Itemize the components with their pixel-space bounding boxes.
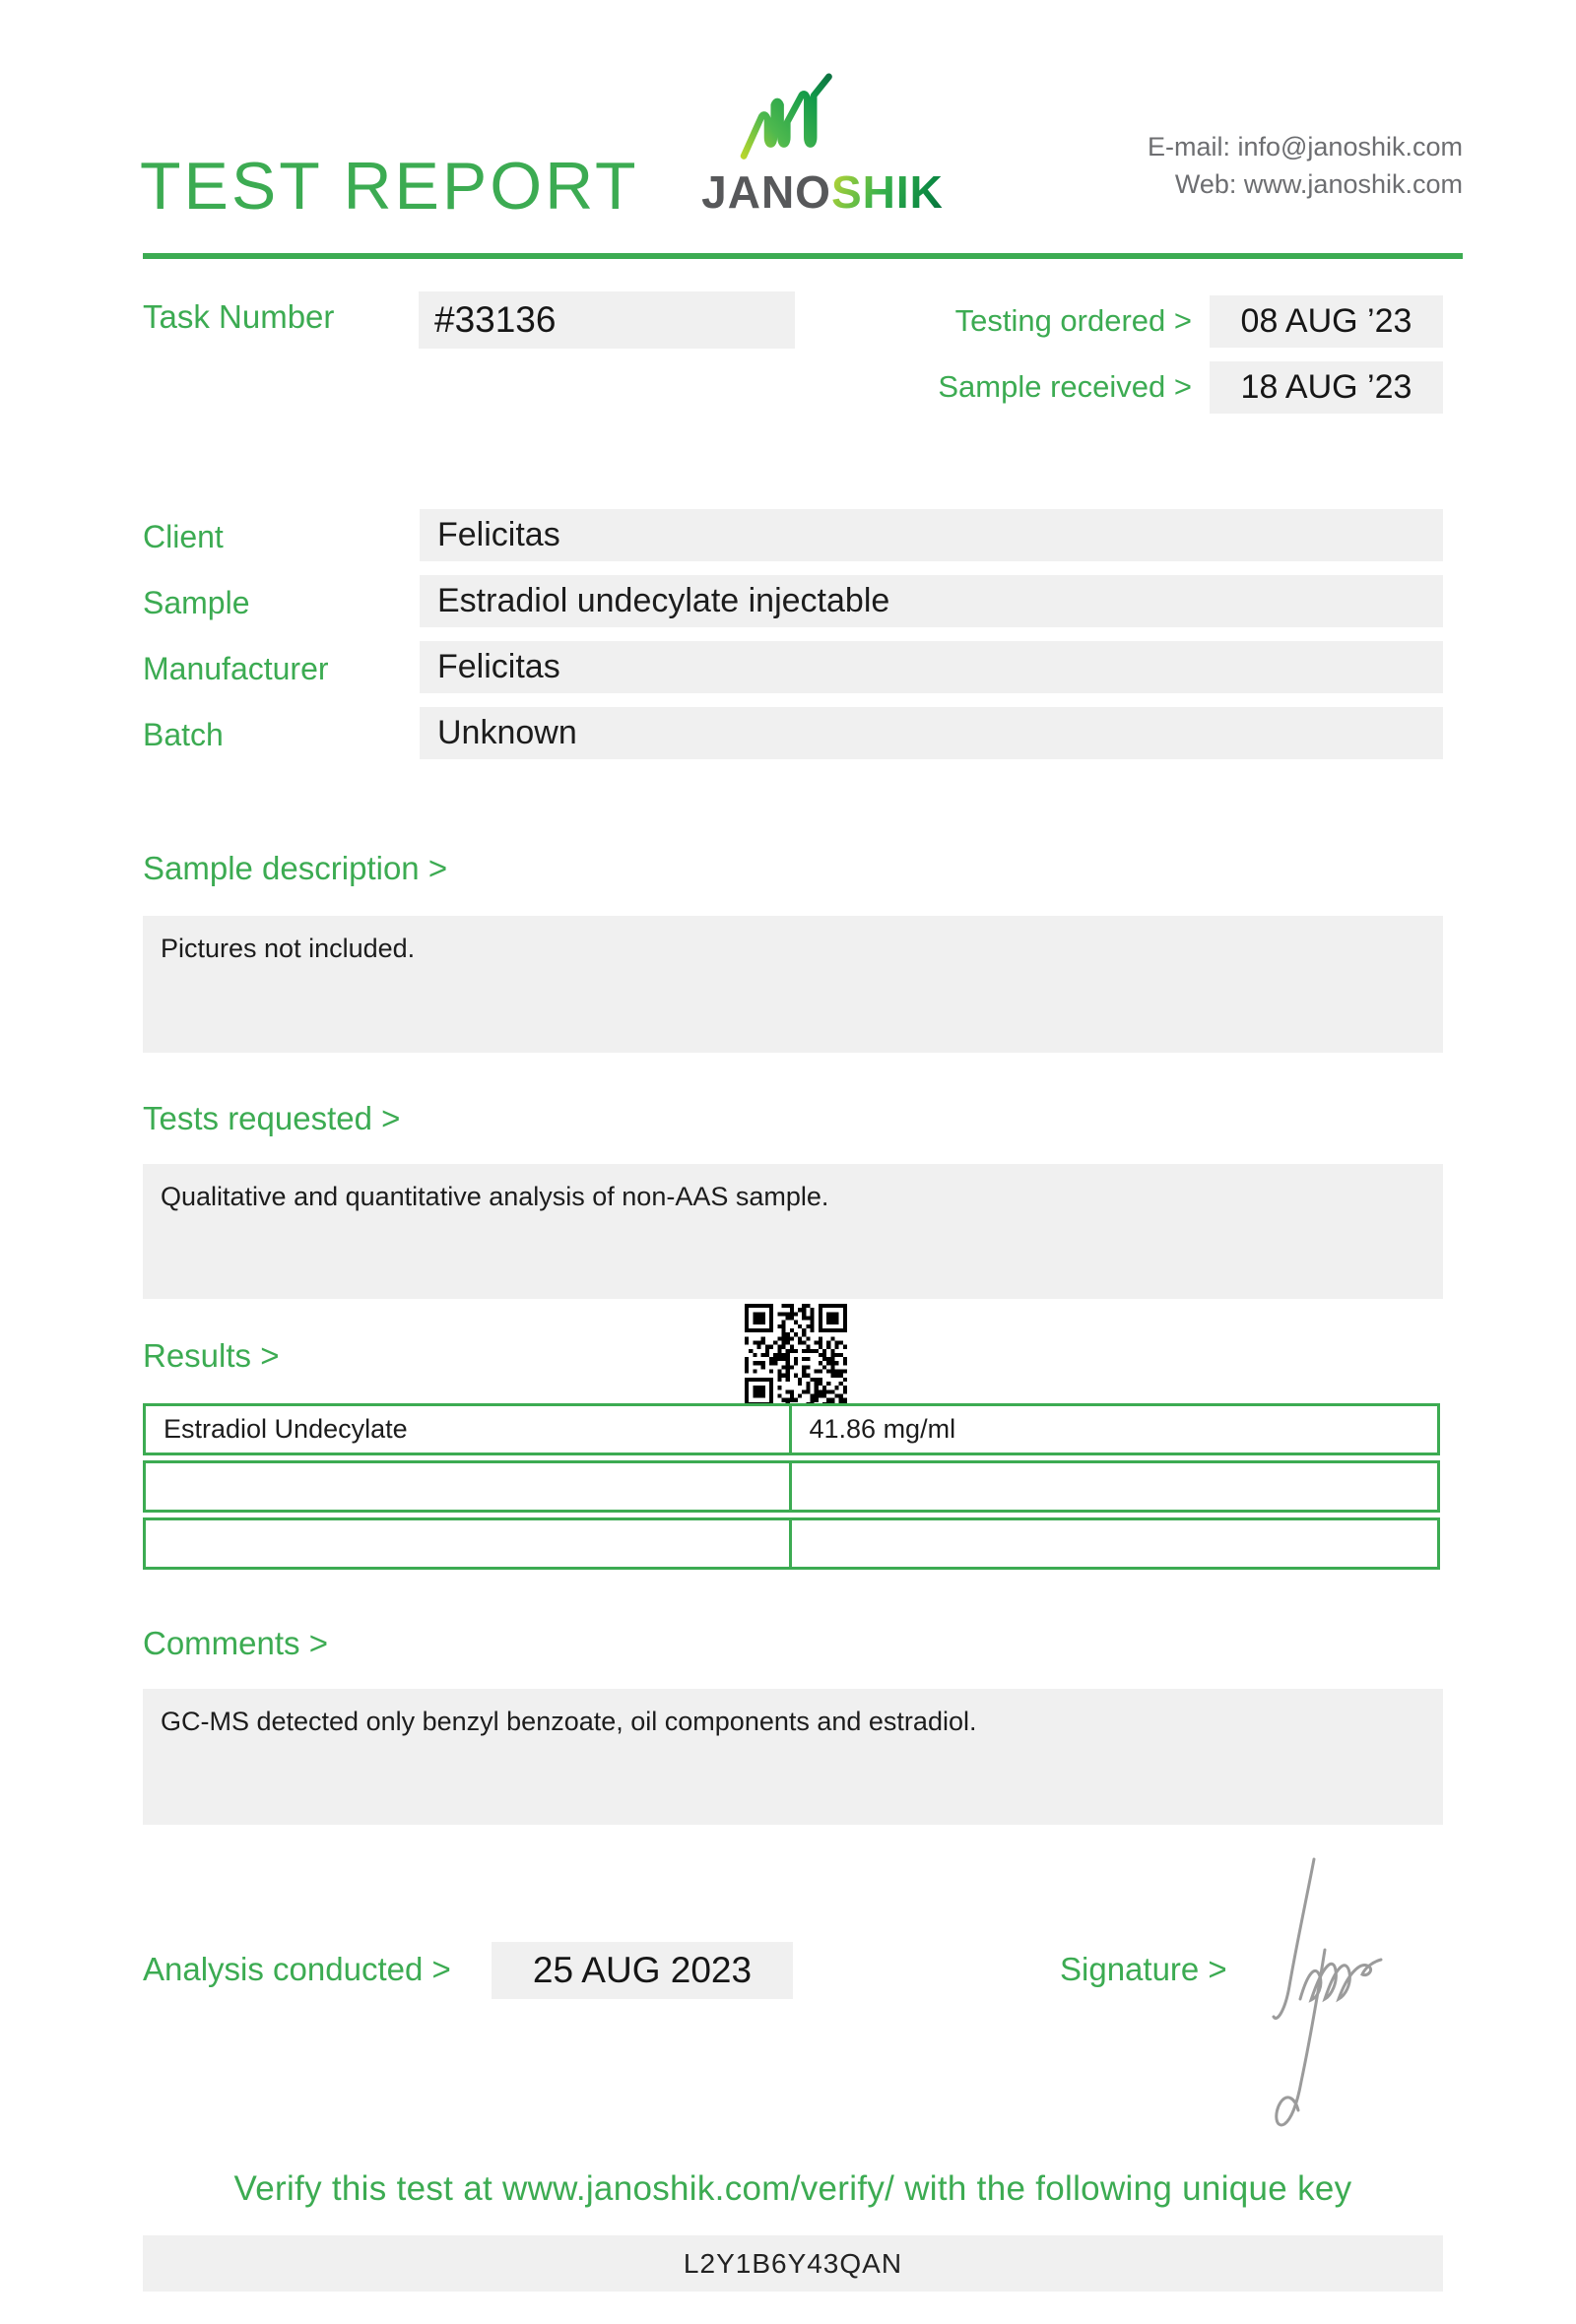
table-row (143, 1517, 1440, 1570)
batch-label: Batch (143, 717, 224, 752)
table-row (143, 1460, 1440, 1513)
contact-email: E-mail: info@janoshik.com (1147, 132, 1463, 161)
result-amount (792, 1463, 1438, 1510)
results-title: Results > (143, 1337, 280, 1374)
result-substance (146, 1463, 792, 1510)
unique-key-value: L2Y1B6Y43QAN (143, 2235, 1443, 2292)
result-substance (146, 1520, 792, 1567)
signature-label: Signature > (1060, 1951, 1227, 1987)
task-number-label: Task Number (143, 298, 335, 335)
sample-value: Estradiol undecylate injectable (420, 575, 1443, 627)
tests-requested-title: Tests requested > (143, 1100, 401, 1136)
contact-block (1069, 128, 1463, 203)
testing-ordered-date: 08 AUG ’23 (1210, 295, 1443, 348)
logo-text-shik: SHIK (830, 166, 944, 218)
client-label: Client (143, 519, 224, 554)
client-value: Felicitas (420, 509, 1443, 561)
contact-web: Web: www.janoshik.com (1174, 169, 1463, 199)
tests-requested-box (143, 1164, 1443, 1299)
manufacturer-value: Felicitas (420, 641, 1443, 693)
verify-instruction: Verify this test at www.janoshik.com/verify/ with the following unique key (233, 2169, 1352, 2208)
batch-value: Unknown (420, 707, 1443, 759)
signature-image (1271, 1855, 1393, 2139)
task-number-value: #33136 (419, 291, 795, 349)
qr-code (745, 1304, 847, 1406)
sample-received-date: 18 AUG ’23 (1210, 361, 1443, 414)
result-amount (792, 1520, 1438, 1567)
sample-label: Sample (143, 585, 250, 620)
result-substance: Estradiol Undecylate (146, 1406, 792, 1452)
result-amount: 41.86 mg/ml (809, 1414, 956, 1444)
manufacturer-label: Manufacturer (143, 651, 329, 686)
comments-box (143, 1689, 1443, 1825)
sample-description-box (143, 916, 1443, 1053)
comments-text: GC-MS detected only benzyl benzoate, oil components and estradiol. (161, 1707, 977, 1736)
table-row (143, 1403, 1440, 1455)
tests-requested-text: Qualitative and quantitative analysis of non-AAS sample. (161, 1182, 829, 1211)
sample-received-label: Sample received > (938, 369, 1192, 404)
logo-text-jano: JANO (701, 166, 831, 218)
logo-chart-icon (735, 73, 851, 167)
logo-wordmark (670, 165, 975, 219)
sample-description-text: Pictures not included. (161, 934, 416, 963)
comments-title: Comments > (143, 1625, 328, 1661)
page-title: TEST REPORT (140, 149, 639, 224)
sample-description-title: Sample description > (143, 850, 448, 886)
header-divider (143, 253, 1463, 259)
analysis-conducted-label: Analysis conducted > (143, 1951, 451, 1987)
results-table (143, 1403, 1440, 1575)
analysis-conducted-date: 25 AUG 2023 (492, 1942, 793, 1999)
testing-ordered-label: Testing ordered > (954, 303, 1192, 338)
